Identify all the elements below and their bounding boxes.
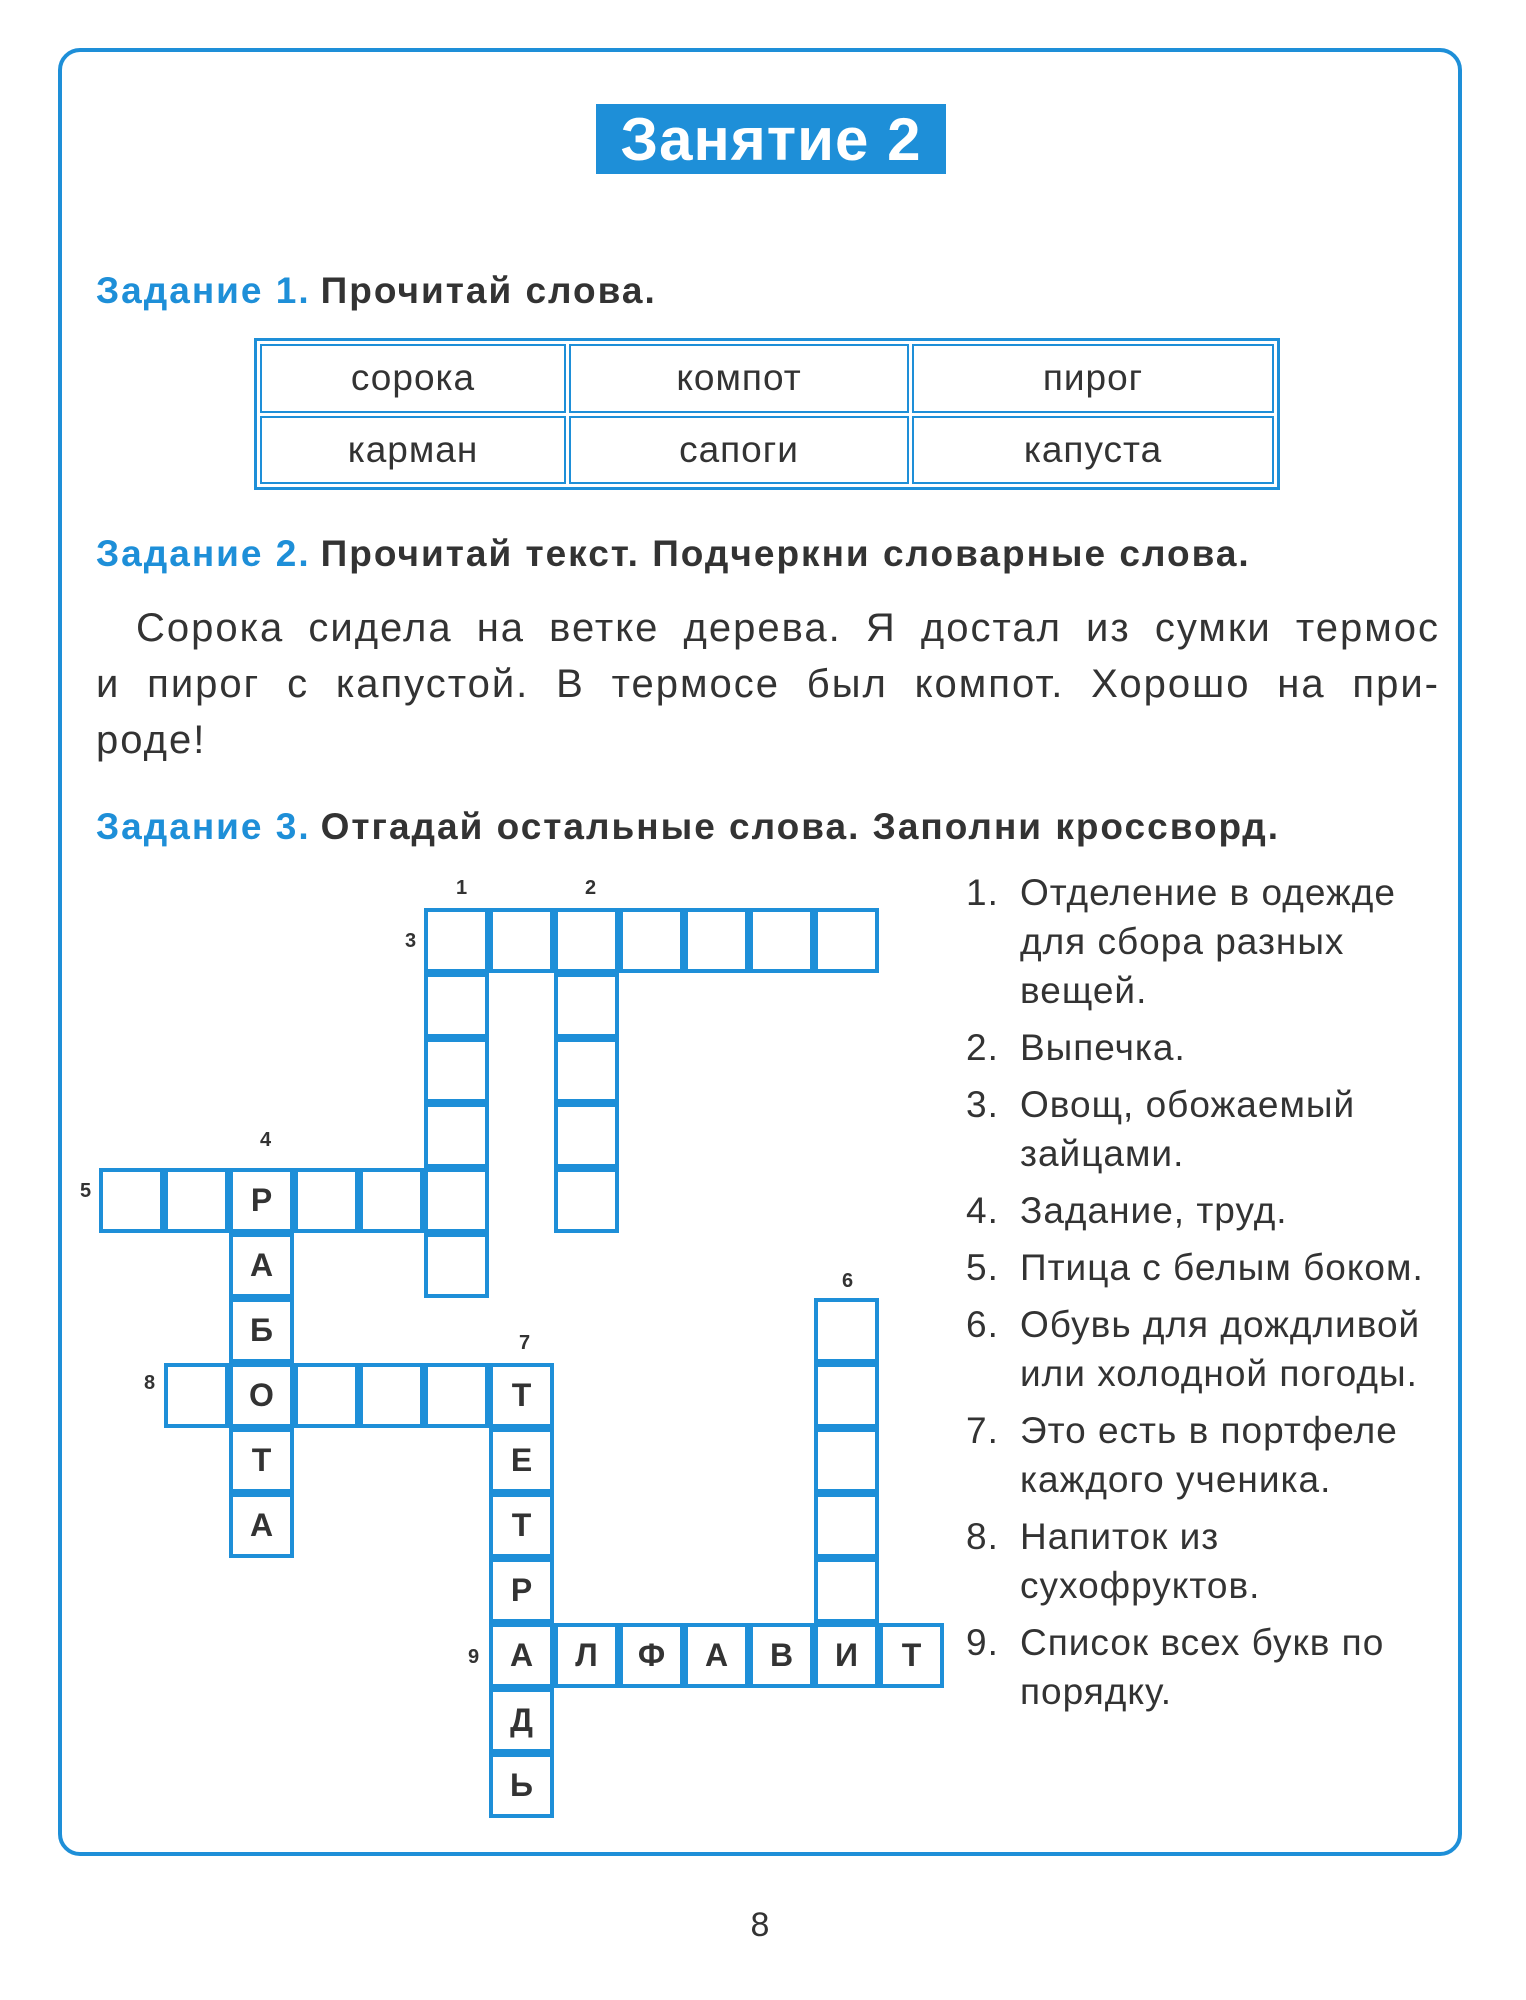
clue-text: Обувь для дождливой или холодной погоды. xyxy=(1020,1304,1421,1394)
crossword-cell: А xyxy=(229,1233,294,1298)
crossword-cell xyxy=(814,1363,879,1428)
task-1-text: Прочитай слова. xyxy=(320,270,657,311)
crossword-cell xyxy=(359,1168,424,1233)
crossword-number: 5 xyxy=(80,1180,92,1202)
crossword-cell: И xyxy=(814,1623,879,1688)
crossword-cell: Т xyxy=(489,1363,554,1428)
crossword-cell: О xyxy=(229,1363,294,1428)
crossword-cell xyxy=(814,1428,879,1493)
clue-number: 2. xyxy=(966,1027,999,1068)
paragraph-line: роде! xyxy=(96,718,207,762)
clue-number: 4. xyxy=(966,1190,999,1231)
crossword-cell xyxy=(164,1168,229,1233)
words-table xyxy=(254,338,1280,490)
crossword-cell xyxy=(424,1363,489,1428)
crossword-cell xyxy=(424,1233,489,1298)
clue-item xyxy=(966,1023,1446,1072)
crossword-cell: Р xyxy=(489,1558,554,1623)
crossword-cell xyxy=(164,1363,229,1428)
clue-item xyxy=(966,1186,1446,1235)
crossword-cell xyxy=(424,908,489,973)
clue-item xyxy=(966,1512,1446,1610)
task-1-label: Задание 1. xyxy=(96,270,311,311)
crossword-number: 7 xyxy=(519,1332,531,1354)
crossword-cell: А xyxy=(489,1623,554,1688)
crossword-cell xyxy=(554,1038,619,1103)
crossword-cell: Л xyxy=(554,1623,619,1688)
page-number: 8 xyxy=(750,1906,770,1944)
word-cell: сорока xyxy=(260,344,566,413)
crossword-cell xyxy=(814,1493,879,1558)
crossword-cell: А xyxy=(684,1623,749,1688)
word-cell: сапоги xyxy=(569,416,909,485)
crossword-cell: Т xyxy=(229,1428,294,1493)
crossword-number: 4 xyxy=(260,1129,272,1151)
clue-number: 8. xyxy=(966,1516,999,1557)
crossword-cell xyxy=(424,973,489,1038)
crossword-cell xyxy=(619,908,684,973)
clue-item xyxy=(966,1080,1446,1178)
crossword-cell: Ф xyxy=(619,1623,684,1688)
crossword-number: 8 xyxy=(144,1372,156,1394)
crossword-number: 9 xyxy=(468,1646,480,1668)
clue-text: Овощ, обожаемый зайцами. xyxy=(1020,1084,1356,1174)
clue-number: 3. xyxy=(966,1084,999,1125)
clue-item xyxy=(966,1406,1446,1504)
clue-number: 1. xyxy=(966,872,999,913)
crossword-cell: Д xyxy=(489,1688,554,1753)
crossword-cell xyxy=(359,1363,424,1428)
task-1-heading xyxy=(96,270,657,312)
clue-number: 5. xyxy=(966,1247,999,1288)
clue-list xyxy=(966,868,1446,1724)
crossword-cell xyxy=(554,1168,619,1233)
crossword-cell: А xyxy=(229,1493,294,1558)
crossword-cell: Т xyxy=(489,1493,554,1558)
paragraph-line: и пирог с капустой. В термосе был компот. Хорошо на при- xyxy=(96,662,1440,706)
crossword-cell xyxy=(554,1103,619,1168)
crossword-cell xyxy=(424,1103,489,1168)
clue-text: Птица с белым боком. xyxy=(1020,1247,1424,1288)
clue-item xyxy=(966,868,1446,1015)
crossword-cell xyxy=(294,1363,359,1428)
crossword-cell: Б xyxy=(229,1298,294,1363)
reading-paragraph xyxy=(96,600,1440,768)
crossword-cell xyxy=(554,908,619,973)
word-cell: пирог xyxy=(912,344,1274,413)
task-3-label: Задание 3. xyxy=(96,806,311,847)
clue-item xyxy=(966,1300,1446,1398)
clue-text: Отделение в одежде для сбора разных вещей. xyxy=(1020,872,1396,1011)
crossword-cell xyxy=(424,1168,489,1233)
task-3-heading xyxy=(96,806,1280,848)
crossword-cell xyxy=(814,908,879,973)
task-2-text: Прочитай текст. Подчеркни словарные слова. xyxy=(320,533,1251,574)
crossword-number: 1 xyxy=(456,877,468,899)
word-cell: карман xyxy=(260,416,566,485)
word-cell: компот xyxy=(569,344,909,413)
crossword-cell: Ь xyxy=(489,1753,554,1818)
crossword-cell xyxy=(424,1038,489,1103)
crossword-cell xyxy=(684,908,749,973)
task-2-label: Задание 2. xyxy=(96,533,311,574)
crossword-number: 2 xyxy=(585,877,597,899)
clue-text: Это есть в портфеле каждого ученика. xyxy=(1020,1410,1398,1500)
clue-item xyxy=(966,1618,1446,1716)
paragraph-line: Сорока сидела на ветке дерева. Я достал из сумки термос xyxy=(136,606,1440,650)
clue-number: 7. xyxy=(966,1410,999,1451)
crossword-number: 3 xyxy=(405,930,417,952)
crossword-cell xyxy=(99,1168,164,1233)
crossword-cell xyxy=(814,1298,879,1363)
task-2-heading xyxy=(96,533,1251,575)
crossword-cell xyxy=(814,1558,879,1623)
clue-text: Напиток из сухофруктов. xyxy=(1020,1516,1261,1606)
crossword-cell: В xyxy=(749,1623,814,1688)
clue-number: 9. xyxy=(966,1622,999,1663)
crossword-cell: Р xyxy=(229,1168,294,1233)
clue-text: Выпечка. xyxy=(1020,1027,1186,1068)
crossword-cell xyxy=(489,908,554,973)
crossword-cell xyxy=(554,973,619,1038)
crossword-number: 6 xyxy=(842,1270,854,1292)
crossword-cell: Е xyxy=(489,1428,554,1493)
crossword-cell: Т xyxy=(879,1623,944,1688)
word-cell: капуста xyxy=(912,416,1274,485)
crossword-cell xyxy=(294,1168,359,1233)
clue-item xyxy=(966,1243,1446,1292)
clue-text: Задание, труд. xyxy=(1020,1190,1288,1231)
crossword-cell xyxy=(749,908,814,973)
clue-text: Список всех букв по порядку. xyxy=(1020,1622,1385,1712)
clue-number: 6. xyxy=(966,1304,999,1345)
task-3-text: Отгадай остальные слова. Заполни кроссворд. xyxy=(320,806,1281,847)
page-title: Занятие 2 xyxy=(596,104,946,174)
